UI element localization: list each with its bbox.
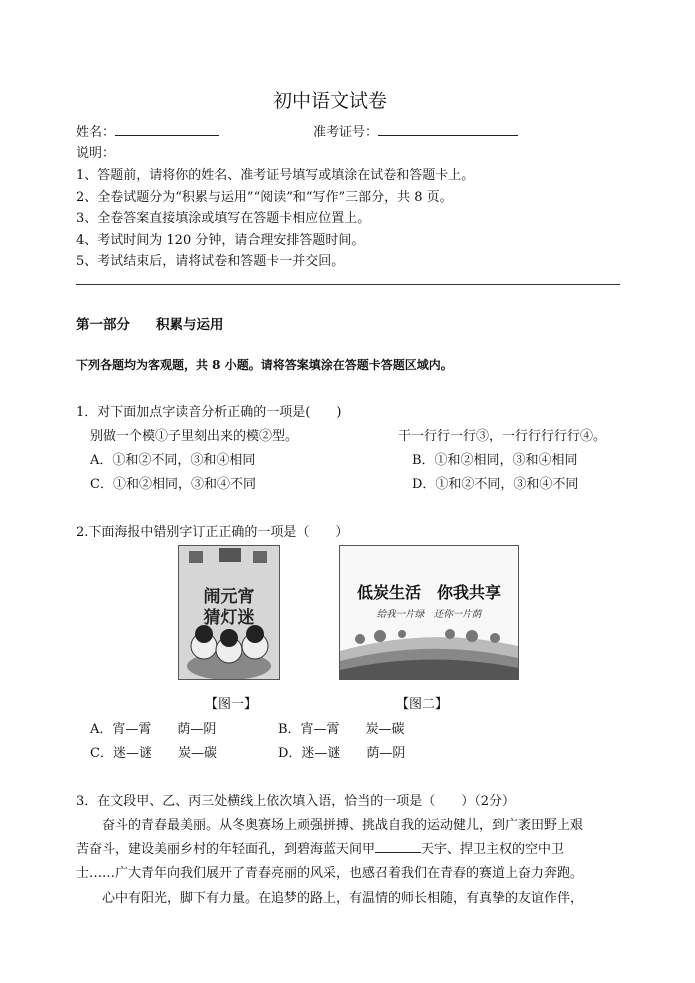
page-title: 初中语文试卷 — [272, 90, 387, 112]
part1-heading — [76, 313, 224, 333]
q2-option-a: A．宵—霄 荫—阴 — [90, 722, 217, 737]
q3-para1-line3: 士……广大青年向我们展开了青春亮丽的风采，也感召着我们在青春的赛道上奋力奔跑。 — [76, 866, 584, 881]
name-label: 姓名： — [76, 125, 116, 140]
exam-id-field — [313, 121, 518, 140]
part1-number: 第一部分 — [76, 317, 130, 333]
q1-sentence-b: 干一行行一行③，一行行行行行④。 — [398, 429, 607, 444]
note-1: 1、答题前，请将你的姓名、准考证号填写或填涂在试卷和答题卡上。 — [76, 168, 475, 183]
poster-low-carbon — [339, 545, 519, 680]
q3-para1-line2 — [76, 838, 564, 857]
poster1-line1: 闹元宵 — [203, 587, 255, 607]
poster2-main: 低炭生活 你我共享 — [356, 583, 501, 602]
note-2: 2、全卷试题分为“积累与运用”“阅读”和“写作”三部分，共 8 页。 — [76, 190, 453, 205]
exam-id-blank — [378, 123, 518, 136]
q3-stem: 3．在文段甲、乙、丙三处横线上依次填入语，恰当的一项是（ ）（2分） — [76, 794, 516, 809]
poster1-line2: 猜灯迷 — [203, 608, 255, 628]
notes-heading: 说明： — [76, 146, 116, 161]
q1-sentence-a: 别做一个模①子里刻出来的模②型。 — [90, 429, 299, 444]
q3-para1-line2-b: 天宇、捍卫主权的空中卫 — [421, 842, 565, 857]
q1-option-a: A．①和②不同，③和④相同 — [90, 453, 256, 468]
divider — [76, 284, 620, 285]
poster2-sub: 给我一片绿 还你一片荫 — [376, 609, 482, 620]
name-field — [76, 121, 219, 140]
q3-para1-line1: 奋斗的青春最美丽。从冬奥赛场上顽强拼搏、挑战自我的运动健儿，到广袤田野上艰 — [102, 818, 584, 833]
name-blank — [115, 123, 219, 136]
q2-option-c: C．迷—谜 炭—碳 — [90, 746, 217, 761]
q1-stem: 1．对下面加点字读音分析正确的一项是( ) — [76, 405, 342, 420]
q1-option-d: D．①和②不同，③和④不同 — [412, 477, 579, 492]
q3-para1-line2-a: 苦奋斗，建设美丽乡村的年轻面孔，到碧海蓝天间甲 — [76, 842, 376, 857]
q1-option-b: B．①和②相同，③和④相同 — [412, 453, 578, 468]
q1-option-c: C．①和②相同，③和④不同 — [90, 477, 256, 492]
note-5: 5、考试结束后，请将试卷和答题卡一并交回。 — [76, 254, 345, 269]
q2-option-d: D．迷—谜 荫—阴 — [278, 746, 406, 761]
q2-stem: 2.下面海报中错别字订正正确的一项是（ ） — [76, 525, 349, 540]
exam-id-label: 准考证号： — [313, 125, 379, 140]
poster-lantern-festival — [178, 545, 280, 680]
blank-jia — [375, 840, 421, 853]
q2-option-b: B．宵—霄 炭—碳 — [278, 722, 405, 737]
instruction: 下列各题均为客观题，共 8 小题。请将答案填涂在答题卡答题区域内。 — [76, 358, 453, 372]
fig1-caption: 【图一】 — [205, 697, 258, 712]
fig2-caption: 【图二】 — [396, 697, 449, 712]
note-4: 4、考试时间为 120 分钟，请合理安排答题时间。 — [76, 233, 365, 248]
note-3: 3、全卷答案直接填涂或填写在答题卡相应位置上。 — [76, 211, 371, 226]
q3-para2-line1: 心中有阳光，脚下有力量。在追梦的路上，有温情的师长相随，有真挚的友谊作伴， — [102, 891, 584, 906]
part1-name: 积累与运用 — [156, 317, 224, 333]
